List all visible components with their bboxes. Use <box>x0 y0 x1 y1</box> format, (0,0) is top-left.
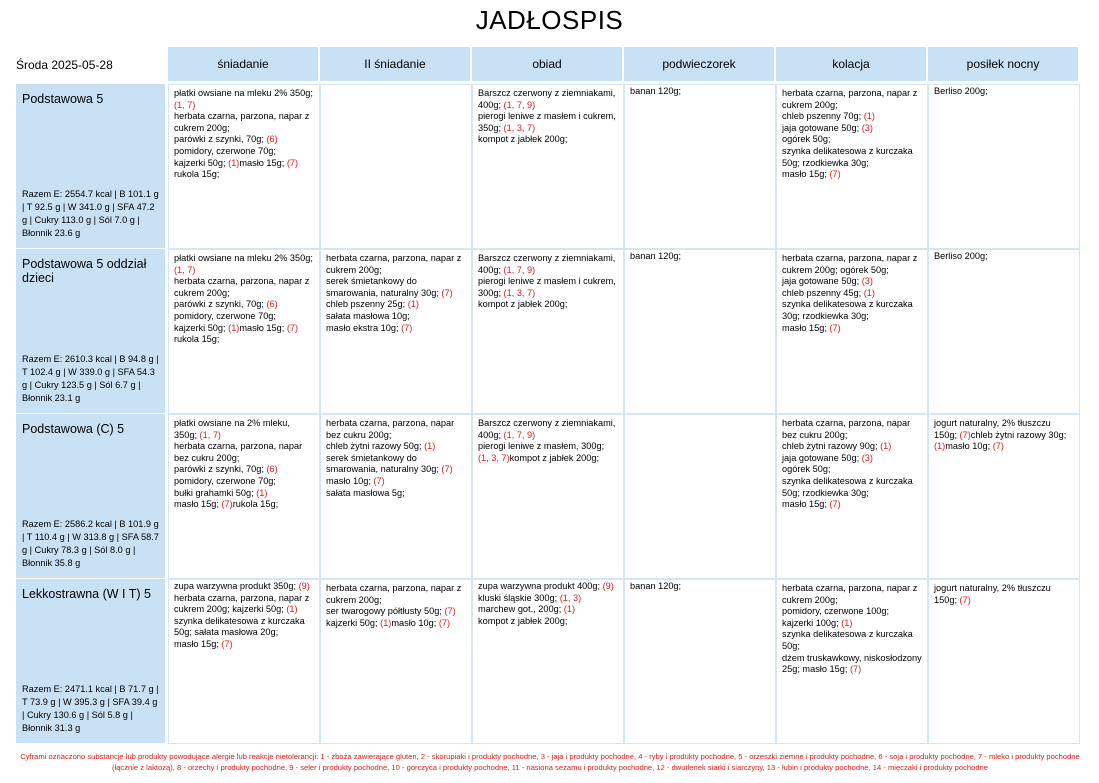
diet-nutrition-summary: Razem E: 2586.2 kcal | B 101.9 g | T 110.4 g | W 313.8 g | SFA 58.7 g | Cukry 78.3 g | Sól 8.0 g | Błonnik 35.8 g <box>22 519 159 568</box>
meal-cell <box>320 84 472 249</box>
meal-cell: herbata czarna, parzona, napar z cukrem 200g; ogórek 50g; jaja gotowane 50g; (3) chleb pszenny 45g; (1) szynka delikatesowa z kurczaka 30g; rzodkiewka 30g; masło 15g; (7) <box>776 249 928 414</box>
diet-nutrition-summary: Razem E: 2610.3 kcal | B 94.8 g | T 102.4 g | W 339.0 g | SFA 54.3 g | Cukry 123.5 g | Sól 6.7 g | Błonnik 23.1 g <box>22 354 159 403</box>
meal-cell: banan 120g; <box>624 84 776 249</box>
meal-cell: płatki owsiane na mleku 2% 350g; (1, 7) herbata czarna, parzona, napar z cukrem 200g; parówki z szynki, 70g; (6) pomidory, czerwone 70g; kajzerki 50g; (1)masło 15g; (7) rukola 15g; <box>168 84 320 249</box>
diet-label <box>16 84 165 248</box>
diet-name: Podstawowa 5 oddział dzieci <box>22 257 147 285</box>
allergen-legend: Cyframi oznaczono substancje lub produkty powodujące alergie lub reakcje nietolerancji: 1 - zboża zawierające gluten, 2 - skorupiaki i produkty pochodne, 3 - jaja i produkty pochodne, 4 - ryby i produkty pochodne, 5 - orzeszki ziemne i produkty pochodne, 6 - soja i produkty pochodne, 7 - mleko i produkty pochodne (łącznie z laktozą), 8 - orzechy i produkty pochodne, 9 - seler i produkty pochodne, 10 - gorczyca i produkty pochodne, 11 - nasiona sezamu i produkty pochodne, 12 - dwutlenek siarki i siarczyny, 13 - łubin i produkty pochodne, 14 - mięczaki i produkty pochodne <box>20 752 1080 772</box>
meal-cell: herbata czarna, parzona, napar bez cukru 200g; chleb żytni razowy 90g; (1) jaja gotowane 50g; (3) ogórek 50g; szynka delikatesowa z kurczaka 50g; rzodkiewka 30g; masło 15g; (7) <box>776 414 928 579</box>
page-title: JADŁOSPIS <box>475 5 624 35</box>
diet-name: Podstawowa (C) 5 <box>22 422 125 436</box>
meal-cell: banan 120g; <box>624 249 776 414</box>
meal-header: II śniadanie <box>320 47 470 81</box>
meal-cell <box>624 414 776 579</box>
meal-cell: Barszcz czerwony z ziemniakami, 400g; (1, 7, 9) pierogi leniwe z masłem, 300g; (1, 3, 7)kompot z jabłek 200g; <box>472 414 624 579</box>
meal-header: kolacja <box>776 47 926 81</box>
meal-cell: Berliso 200g; <box>928 249 1080 414</box>
diet-nutrition-summary: Razem E: 2554.7 kcal | B 101.1 g | T 92.5 g | W 341.0 g | SFA 47.2 g | Cukry 113.0 g | Sól 7.0 g | Błonnik 23.6 g <box>22 189 159 238</box>
meal-cell: płatki owsiane na mleku 2% 350g; (1, 7) herbata czarna, parzona, napar z cukrem 200g; parówki z szynki, 70g; (6) pomidory, czerwone 70g; kajzerki 50g; (1)masło 15g; (7) rukola 15g; <box>168 249 320 414</box>
meal-header: obiad <box>472 47 622 81</box>
meal-cell: zupa warzywna produkt 400g; (9) kluski śląskie 300g; (1, 3) marchew got., 200g; (1) kompot z jabłek 200g; <box>472 579 624 744</box>
meal-cell: Barszcz czerwony z ziemniakami, 400g; (1, 7, 9) pierogi leniwe z masłem i cukrem, 350g; (1, 3, 7) kompot z jabłek 200g; <box>472 84 624 249</box>
diet-label <box>16 579 165 743</box>
meal-header: śniadanie <box>168 47 318 81</box>
diet-nutrition-summary: Razem E: 2471.1 kcal | B 71.7 g | T 73.9 g | W 395.3 g | SFA 39.4 g | Cukry 130.6 g | Sól 5.8 g | Błonnik 31.3 g <box>22 684 159 733</box>
diet-name: Podstawowa 5 <box>22 92 104 106</box>
meal-header: posiłek nocny <box>928 47 1078 81</box>
meal-cell: herbata czarna, parzona, napar z cukrem 200g; chleb pszenny 70g; (1) jaja gotowane 50g; (3) ogórek 50g; szynka delikatesowa z kurczaka 50g; rzodkiewka 30g; masło 15g; (7) <box>776 84 928 249</box>
meal-cell: zupa warzywna produkt 350g; (9) herbata czarna, parzona, napar z cukrem 200g; kajzerki 50g; (1) szynka delikatesowa z kurczaka 50g; sałata masłowa 20g; masło 15g; (7) <box>168 579 320 744</box>
meal-cell: płatki owsiane na 2% mleku, 350g; (1, 7) herbata czarna, parzona, napar bez cukru 200g; parówki z szynki, 70g; (6) pomidory, czerwone 70g; bułki grahamki 50g; (1) masło 15g; (7)rukola 15g; <box>168 414 320 579</box>
meal-cell: banan 120g; <box>624 579 776 744</box>
meal-cell: herbata czarna, parzona, napar bez cukru 200g; chleb żytni razowy 50g; (1) serek śmietankowy do smarowania, naturalny 30g; (7) masło 10g; (7) sałata masłowa 5g; <box>320 414 472 579</box>
meal-header: podwieczorek <box>624 47 774 81</box>
meal-cell: herbata czarna, parzona, napar z cukrem 200g; serek śmietankowy do smarowania, naturalny 30g; (7) chleb pszenny 25g; (1) sałata masłowa 10g; masło ekstra 10g; (7) <box>320 249 472 414</box>
meal-cell: Berliso 200g; <box>928 84 1080 249</box>
meal-cell: jogurt naturalny, 2% tłuszczu 150g; (7)chleb żytni razowy 30g; (1)masło 10g; (7) <box>928 414 1080 579</box>
meal-cell: herbata czarna, parzona, napar z cukrem 200g; pomidory, czerwone 100g; kajzerki 100g; (1) szynka delikatesowa z kurczaka 50g; dżem truskawkowy, niskosłodzony 25g; masło 15g; (7) <box>776 579 928 744</box>
meal-cell: herbata czarna, parzona, napar z cukrem 200g; ser twarogowy półtłusty 50g; (7) kajzerki 50g; (1)masło 10g; (7) <box>320 579 472 744</box>
meal-cell: jogurt naturalny, 2% tłuszczu 150g; (7) <box>928 579 1080 744</box>
diet-label <box>16 414 165 578</box>
meal-cell: Barszcz czerwony z ziemniakami, 400g; (1, 7, 9) pierogi leniwe z masłem i cukrem, 300g; (1, 3, 7) kompot z jabłek 200g; <box>472 249 624 414</box>
diet-label <box>16 249 165 413</box>
menu-date: Środa 2025-05-28 <box>16 58 113 72</box>
diet-name: Lekkostrawna (W I T) 5 <box>22 587 151 601</box>
